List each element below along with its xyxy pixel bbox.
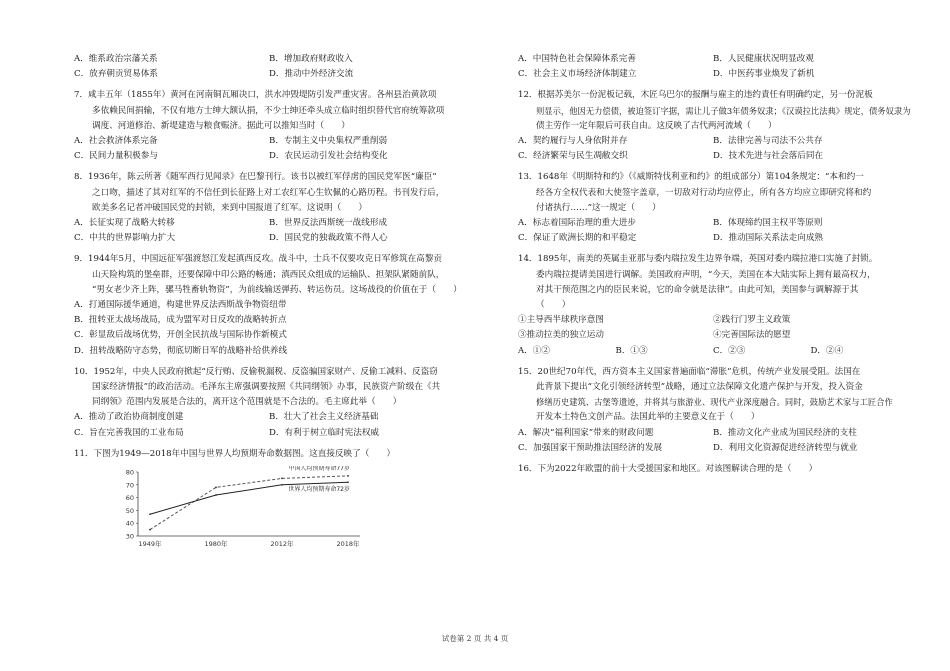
question-14: [518, 252, 908, 358]
q9-options: [74, 298, 464, 359]
q13-option-a[interactable]: A．标志着国际治理的重大进步: [518, 218, 636, 229]
q14-stem-line: 对其干预范围之内的臣民来说，它的命令就是法律”。由此可知，美国参与调解源于其: [536, 284, 859, 295]
q11-options: [518, 52, 908, 82]
chart-y-tick-label: 40: [125, 519, 134, 528]
q13-option-c[interactable]: C．保证了欧洲长期的和平稳定: [518, 233, 637, 244]
question-16: [518, 462, 908, 477]
q7-stem-line: 多依赖民间捐输，不仅有地方士绅大额认捐，不少士绅还牵头成立临时组织替代官府统筹款项: [92, 105, 445, 116]
q15-stem-line: 15．20世纪70年代，西方资本主义国家普遍面临“滞胀”危机，传统产业发展受阻。法国在: [518, 366, 861, 377]
q11-option-c[interactable]: C．社会主义市场经济体制建立: [518, 69, 637, 80]
chart-point: [281, 484, 283, 486]
q8-option-d[interactable]: D．国民党的独裁政策不得人心: [269, 233, 388, 244]
q8-stem-line: 之口吻，描述了其对红军的不信任到长征路上对工农红军心生钦佩的心路历程。书刊发行后，: [92, 187, 445, 198]
q12-option-a[interactable]: A．契约履行与人身依附并存: [518, 136, 628, 147]
q14-options: [518, 344, 908, 359]
chart-y-tick-label: 60: [125, 494, 134, 503]
q8-stem-line: 8．1936年，陈云所著《随军西行见闻录》在巴黎刊行。该书以被红军俘虏的国民党军医“廉臣”: [74, 172, 437, 183]
q14-stem-line: 委内瑞拉提请美国进行调解。美国政府声明，“今天，美国在本大陆实际上拥有最高权力，: [536, 269, 876, 280]
q7-stem-line: 调度、河道修治、新堤建造与粮食赈济。据此可以推知当时（ ）: [92, 120, 350, 131]
question-12: [518, 88, 911, 164]
q10-option-b[interactable]: B．壮大了社会主义经济基础: [269, 412, 379, 423]
china-series-label: 中国人均预期寿命77岁: [288, 466, 350, 472]
world-series-label: 世界人均预期寿命72岁: [288, 486, 350, 494]
q14-statements: [518, 313, 908, 343]
q11-option-a[interactable]: A．中国特色社会保障体系完善: [518, 54, 636, 64]
q14-stem-line: （ ）: [536, 300, 571, 311]
chart-x-tick-label: 1949年: [138, 540, 162, 549]
q14-option-b[interactable]: B．①③: [615, 345, 648, 356]
q14-statement-4: ④完善国际法的愿望: [713, 330, 791, 341]
question-11: [74, 447, 464, 552]
q7-options: [74, 134, 464, 164]
q15-option-c[interactable]: C．加强国家干预助推法国经济的发展: [518, 442, 663, 453]
q11-option-b[interactable]: B．人民健康状况明显改观: [713, 54, 814, 64]
question-7: [74, 88, 464, 164]
question-10: [74, 365, 464, 441]
q16-stem-line: 16．下为2022年欧盟的前十大受援国家和地区。对该图解读合理的是（ ）: [518, 464, 818, 475]
chart-point: [149, 513, 151, 515]
chart-y-tick-label: 70: [125, 481, 134, 490]
q14-option-d[interactable]: D．②④: [810, 345, 844, 356]
chart-x-tick-label: 1980年: [204, 540, 228, 549]
q10-option-c[interactable]: C．旨在完善我国的工业布局: [74, 427, 184, 438]
q6-options-top: [74, 52, 464, 82]
q12-stem-line: 则显示，他因无力偿债，被迫签订字据，需让儿子做3年债务奴隶；《汉谟拉比法典》规定，债务奴隶为: [536, 105, 911, 116]
q15-stem-line: 修缮历史建筑、古堡等遗迹，并将其与旅游业、现代产业深度融合。同时，鼓励艺术家与工匠合作: [536, 397, 893, 408]
q8-option-a[interactable]: A．长征实现了战略大转移: [74, 218, 175, 229]
q10-option-a[interactable]: A．推动了政治协商制度创建: [74, 412, 184, 423]
q7-option-b[interactable]: B．专制主义中央集权严重削弱: [269, 136, 388, 147]
q6-option-d[interactable]: D．推动中外经济交流: [269, 69, 354, 80]
right-column: [518, 52, 911, 477]
q10-options: [74, 410, 464, 440]
q9-stem-line: 山天险构筑的堡垒群，还要保障中印公路的畅通；滇西民众组成的运输队、担架队紧随前队，: [92, 269, 445, 280]
page-footer: 试卷第 2 页 共 4 页: [441, 634, 509, 643]
q15-stem-line: 开发本土特色文创产品。法国此举的主要意义在于（ ）: [536, 412, 760, 423]
q14-statement-1: ①主导西半球秩序意图: [518, 315, 604, 326]
chart-point: [215, 494, 217, 496]
life-expectancy-chart: [110, 466, 370, 552]
chart-point: [347, 481, 349, 483]
chart-point: [347, 475, 349, 477]
q6-option-c[interactable]: C．放弃朝贡贸易体系: [74, 69, 158, 80]
life-expectancy-chart-svg: [110, 466, 370, 552]
q8-option-b[interactable]: B．世界反法西斯统一战线形成: [269, 218, 388, 229]
q12-stem-line: 债主劳作一定年限后可获自由。这反映了古代两河流域（ ）: [536, 120, 777, 131]
q7-option-c[interactable]: C．民间力量积极参与: [74, 151, 158, 162]
q6-option-a[interactable]: A．维系政治宗藩关系: [74, 54, 158, 64]
q14-option-c[interactable]: C．②③: [713, 345, 746, 356]
chart-x-tick-label: 2012年: [270, 540, 294, 549]
q8-stem-line: 欧美多名记者冲破国民党的封锁，来到中国报道了红军。这说明（ ）: [92, 202, 368, 213]
q12-option-b[interactable]: B．法律完善与司法不公共存: [713, 136, 823, 147]
q13-option-b[interactable]: B．体现缔约国主权平等原则: [713, 218, 823, 229]
left-column: [74, 52, 464, 552]
q15-option-b[interactable]: B．推动文化产业成为国民经济的支柱: [713, 427, 857, 438]
question-9: [74, 252, 464, 358]
q8-option-c[interactable]: C．中共的世界影响力扩大: [74, 233, 176, 244]
q13-stem-line: 付诸执行……”这一规定（ ）: [536, 202, 661, 213]
q7-option-d[interactable]: D．农民运动引发社会结构变化: [269, 151, 388, 162]
china-life-expectancy-line: [150, 476, 348, 530]
q13-option-d[interactable]: D．推动国际关系法走向成熟: [713, 233, 824, 244]
q6-option-b[interactable]: B．增加政府财政收入: [269, 54, 353, 64]
q15-option-a[interactable]: A．解决“福利国家”带来的财政问题: [518, 427, 654, 438]
q7-stem-line: 7．咸丰五年（1855年）黄河在河南铜瓦厢决口，洪水冲毁堤防引发严重灾害。各州县治黄款项: [74, 90, 437, 101]
q14-stem-line: 14．1895年，南美的英属圭亚那与委内瑞拉发生边界争端，英国对委内瑞拉港口实施了封锁。: [518, 254, 878, 265]
q13-stem-line: 13．1648年《明斯特和约》（《威斯特伐利亚和约》的组成部分）第104条规定：“本和约一: [518, 172, 864, 183]
q12-stem-line: 12．根据苏美尔一份泥板记载，木匠乌巴尔的报酬与雇主的违约責任有明确约定，另一份泥板: [518, 90, 873, 101]
q14-statement-2: ②践行门罗主义政策: [713, 315, 791, 326]
q10-stem-line: 同纲领》范围内发展是合法的，离开这个范围就是不合法的。毛主席此举（ ）: [92, 397, 402, 408]
q15-options: [518, 426, 908, 456]
q12-option-d[interactable]: D．技术先进与社会落后同在: [713, 151, 824, 162]
chart-y-tick-label: 50: [125, 506, 134, 515]
q13-stem-line: 经各方全权代表和大使签字盖章，一切敌对行动均应停止，所有各方均应立即研究将和约: [536, 187, 872, 198]
chart-x-tick-label: 2018年: [336, 540, 360, 549]
q15-option-d[interactable]: D．利用文化资源促进经济转型与就业: [713, 442, 858, 453]
question-15: [518, 365, 908, 456]
chart-point: [281, 478, 283, 480]
chart-y-tick-label: 80: [125, 468, 134, 477]
q11-stem-line: 11．下图为1949—2018年中国与世界人均预期寿命数据图。这直接反映了（ ）: [74, 448, 396, 459]
q9-stem-line: 9．1944年5月，中国远征军强渡怒江发起滇西反攻。战斗中，士兵不仅要攻克日军修筑在高黎贡: [74, 254, 442, 265]
q9-option-a[interactable]: A．打通国际援华通道，构建世界反法西斯战争物资纽带: [74, 300, 287, 311]
q12-options: [518, 134, 908, 164]
question-13: [518, 170, 908, 246]
q14-option-a[interactable]: A．①②: [518, 345, 550, 356]
q8-options: [74, 216, 464, 246]
chart-y-tick-label: 30: [125, 532, 134, 541]
chart-point: [215, 487, 217, 489]
q9-option-c[interactable]: C．彰显敌后战场优势，开创全民抗战与国际协作新模式: [74, 330, 287, 341]
q13-options: [518, 216, 908, 246]
q15-stem-line: 此背景下提出“文化引领经济转型”战略，通过立法保障文化遗产保护与开发，投入资金: [536, 382, 863, 393]
chart-point: [149, 529, 151, 531]
q9-option-d[interactable]: D．扭转战略防守态势，彻底切断日军的战略补给供养线: [74, 345, 288, 356]
q11-option-d[interactable]: D．中医药事业焕发了新机: [713, 69, 815, 80]
q10-stem-line: 10．1952年，中央人民政府掀起“反行贿、反偷税漏税、反盗骗国家财产、反偷工减料、反盗窃: [74, 366, 438, 377]
q12-option-c[interactable]: C．经济繁荣与民生凋敝交织: [518, 151, 628, 162]
q10-stem-line: 国家经济情报”的政治活动。毛泽东主席强调要按照《共同纲领》办事，民族资产阶级在《共: [92, 382, 441, 393]
q14-statement-3: ③推动拉美的独立运动: [518, 330, 604, 341]
q9-stem-line: “男女老少齐上阵，骡马牲畜轨物资”，为前线输送弹药、转运伤员。这场战役的价值在于（ ）: [92, 284, 462, 295]
q10-option-d[interactable]: D．有利于树立临时宪法权威: [269, 427, 380, 438]
q7-option-a[interactable]: A．社会救济体系完备: [74, 136, 158, 147]
question-8: [74, 170, 464, 246]
q9-option-b[interactable]: B．扭转亚太战场战局，成为盟军对日反攻的战略转折点: [74, 315, 287, 326]
